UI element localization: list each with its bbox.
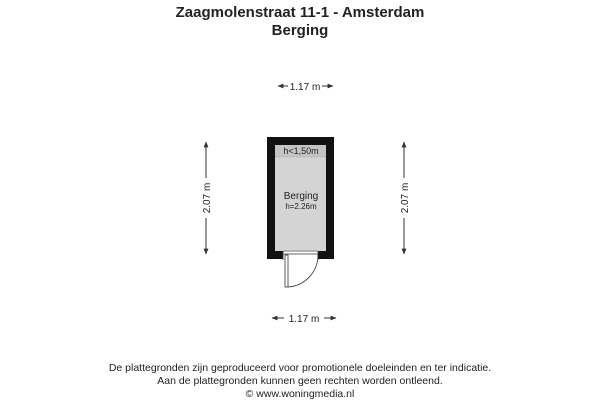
door-leaf (285, 255, 288, 287)
dimension-right (400, 142, 411, 254)
dimension-bottom (272, 314, 336, 325)
dimension-left (202, 142, 213, 254)
door (283, 250, 318, 287)
page-subtitle: Berging (271, 22, 329, 39)
dimension-top (278, 82, 333, 93)
dimension-right-label: 2.07 m (400, 182, 411, 214)
low-ceiling-label: h<1,50m (283, 146, 319, 156)
dimension-left-label: 2.07 m (202, 182, 213, 214)
disclaimer-line-2: Aan de plattegronden kunnen geen rechten worden ontleend. (157, 375, 443, 387)
dimension-top-label: 1.17 m (289, 82, 321, 93)
room-height-label: h=2.26m (285, 202, 317, 211)
credit-link[interactable]: © www.woningmedia.nl (245, 388, 355, 400)
dimension-bottom-label: 1.17 m (288, 314, 320, 325)
page-title: Zaagmolenstraat 11-1 - Amsterdam (175, 4, 425, 21)
room-name-label: Berging (283, 191, 319, 202)
disclaimer-line-1: De plattegronden zijn geproduceerd voor promotionele doeleinden en ter indicatie. (108, 362, 492, 374)
